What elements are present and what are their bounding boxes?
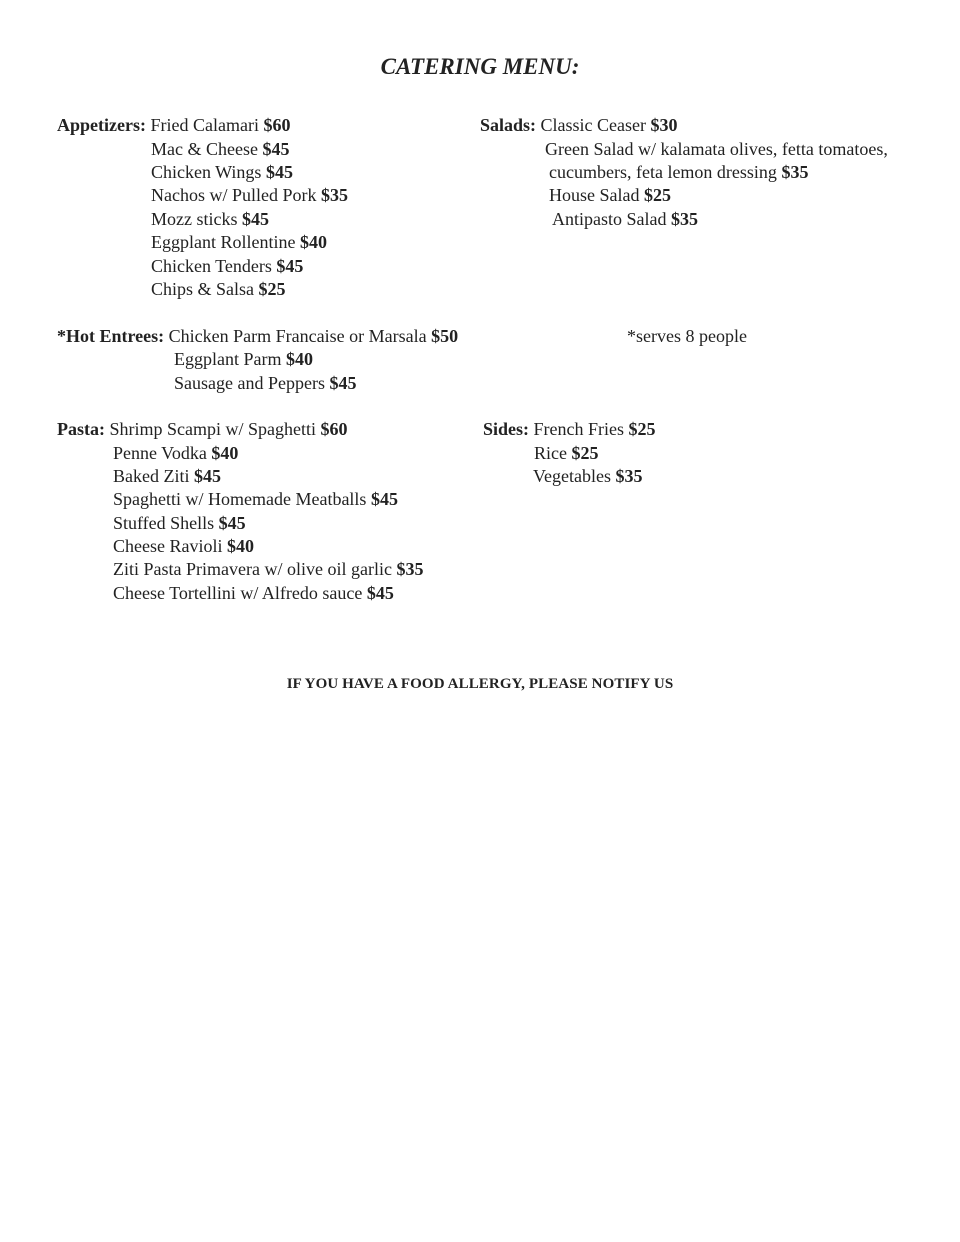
menu-item-price: $40 [299, 232, 327, 252]
menu-item-price: $45 [265, 162, 293, 182]
serves-note: *serves 8 people [627, 326, 747, 346]
menu-item [113, 535, 254, 558]
menu-item-name: Chicken Parm Francaise or Marsala [168, 326, 427, 346]
menu-item-name: Cheese Tortellini w/ Alfredo sauce [113, 583, 363, 603]
menu-item [545, 138, 888, 161]
menu-item-name: Vegetables [533, 466, 611, 486]
menu-item-name: Mozz sticks [151, 209, 238, 229]
menu-item-price: $45 [262, 139, 290, 159]
menu-item [552, 208, 698, 231]
menu-item-name: Stuffed Shells [113, 513, 215, 533]
menu-item-price: $50 [431, 326, 459, 346]
menu-item-name: Shrimp Scampi w/ Spaghetti [109, 419, 316, 439]
menu-item-name: Chicken Tenders [151, 256, 272, 276]
menu-item [113, 582, 394, 605]
menu-item [113, 488, 398, 511]
menu-item-name: House Salad [549, 185, 640, 205]
menu-item-price: $60 [320, 419, 348, 439]
menu-item [533, 465, 642, 488]
menu-item-price: $25 [628, 419, 656, 439]
menu-item-price: $60 [263, 115, 291, 135]
menu-item [113, 512, 246, 535]
menu-item-name: Nachos w/ Pulled Pork [151, 185, 317, 205]
menu-item-price: $45 [241, 209, 269, 229]
menu-item-name: Ziti Pasta Primavera w/ olive oil garlic [113, 559, 392, 579]
sides-line-1 [483, 418, 656, 441]
menu-item-price: $40 [285, 349, 313, 369]
menu-item-name: Baked Ziti [113, 466, 190, 486]
hot-entrees-label: *Hot Entrees: [57, 326, 165, 346]
menu-item [151, 278, 286, 301]
menu-item-price: $25 [571, 443, 599, 463]
menu-item-price: $30 [650, 115, 678, 135]
menu-item [151, 231, 327, 254]
menu-item-name: Eggplant Rollentine [151, 232, 296, 252]
appetizers-line-1 [57, 114, 290, 137]
menu-item [151, 255, 303, 278]
menu-item-price: $45 [218, 513, 246, 533]
menu-item-name: Green Salad w/ kalamata olives, fetta tomatoes, [545, 139, 888, 159]
menu-item-price: $45 [370, 489, 398, 509]
menu-item [113, 558, 423, 581]
pasta-line-1 [57, 418, 348, 441]
salads-label: Salads: [480, 115, 537, 135]
menu-item-name: Chips & Salsa [151, 279, 255, 299]
menu-item-price: $25 [258, 279, 286, 299]
menu-item-price: $35 [615, 466, 643, 486]
menu-item-name: Mac & Cheese [151, 139, 258, 159]
hot-entrees-line-1 [57, 325, 458, 348]
menu-item-name: Cheese Ravioli [113, 536, 223, 556]
menu-item-price: $40 [226, 536, 254, 556]
menu-item-name: cucumbers, feta lemon dressing [549, 162, 777, 182]
page-title: CATERING MENU: [380, 54, 580, 79]
menu-item-name: French Fries [533, 419, 624, 439]
menu-item-price: $35 [671, 209, 698, 229]
menu-item-price: $25 [643, 185, 671, 205]
menu-item [549, 184, 671, 207]
pasta-label: Pasta: [57, 419, 105, 439]
menu-item [549, 161, 808, 184]
menu-item-price: $35 [781, 162, 809, 182]
menu-item-name: Classic Ceaser [540, 115, 646, 135]
allergy-notice: IF YOU HAVE A FOOD ALLERGY, PLEASE NOTIFY US [286, 676, 674, 692]
menu-item-name: Antipasto Salad [552, 209, 667, 229]
menu-item-name: Sausage and Peppers [174, 373, 325, 393]
menu-item-name: Chicken Wings [151, 162, 262, 182]
menu-item [113, 465, 221, 488]
salads-line-1 [480, 114, 678, 137]
menu-item [113, 442, 238, 465]
menu-item-price: $45 [276, 256, 304, 276]
menu-item-name: Eggplant Parm [174, 349, 282, 369]
menu-item-name: Spaghetti w/ Homemade Meatballs [113, 489, 367, 509]
menu-item-price: $35 [396, 559, 424, 579]
menu-item-name: Fried Calamari [150, 115, 259, 135]
menu-item [151, 161, 293, 184]
menu-item [174, 372, 356, 395]
menu-item [151, 208, 269, 231]
menu-item-price: $45 [329, 373, 357, 393]
menu-item-price: $40 [211, 443, 239, 463]
menu-item [151, 184, 348, 207]
menu-item [174, 348, 313, 371]
menu-item-price: $45 [193, 466, 221, 486]
menu-item [534, 442, 599, 465]
menu-item-name: Rice [534, 443, 567, 463]
menu-item-name: Penne Vodka [113, 443, 207, 463]
sides-label: Sides: [483, 419, 530, 439]
appetizers-label: Appetizers: [57, 115, 146, 135]
menu-item-price: $35 [321, 185, 348, 205]
menu-item-price: $45 [366, 583, 394, 603]
menu-item [151, 138, 289, 161]
